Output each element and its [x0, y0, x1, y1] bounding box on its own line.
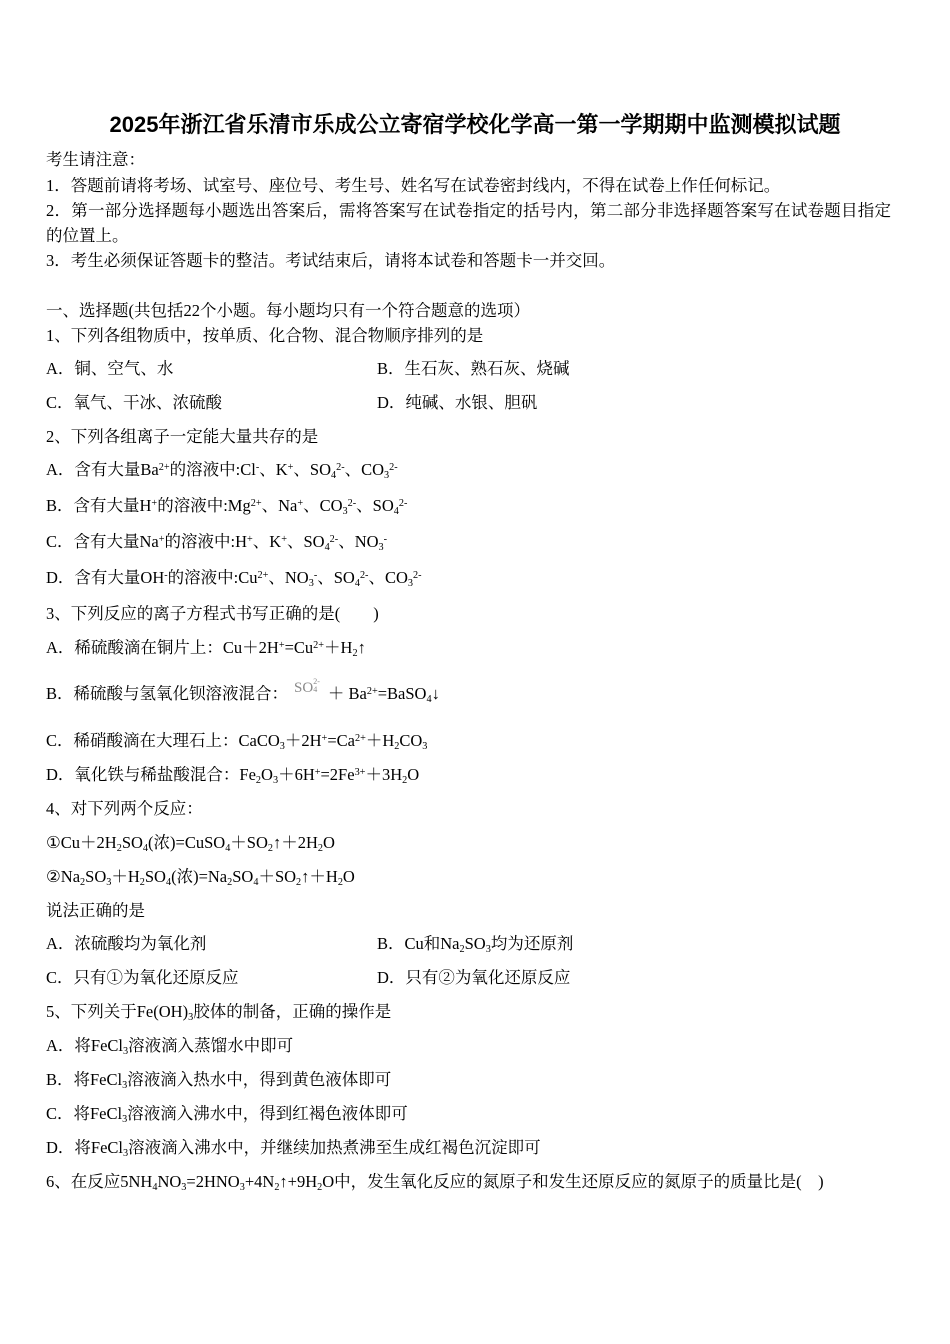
subscript: 4	[331, 469, 337, 481]
text-run: C．含有大量Na	[46, 532, 159, 551]
text-run: B．Cu和Na	[377, 934, 460, 953]
notice-heading: 考生请注意：	[46, 150, 145, 169]
question-1-option-a: A．铜、空气、水	[46, 359, 174, 378]
text-run: =Cu	[284, 638, 314, 657]
text-run: (浓)=Na	[171, 867, 228, 886]
question-2-option-d	[46, 567, 422, 589]
superscript: +	[158, 533, 165, 545]
text-run: ＋H	[111, 867, 140, 886]
subscript: 3	[422, 740, 428, 752]
text-run: ＋6H	[278, 765, 315, 784]
subscript: 3	[485, 943, 491, 955]
text-run: 、SO	[356, 496, 394, 515]
text-run: ＋3H	[365, 765, 403, 784]
text-run: (浓)=CuSO	[148, 833, 226, 852]
text-run: 溶液滴入蒸馏水中即可	[128, 1036, 294, 1055]
subscript: 2	[352, 647, 358, 659]
question-5-option-d	[46, 1137, 541, 1159]
question-5-stem	[46, 1001, 391, 1023]
text-run: B．含有大量H	[46, 496, 152, 515]
subscript: 3	[272, 774, 279, 786]
text-run: ＋H	[324, 638, 353, 657]
question-2-stem: 2、下列各组离子一定能大量共存的是	[46, 427, 319, 446]
text-run: ↑	[357, 638, 366, 657]
text-run: 胶体的制备，正确的操作是	[193, 1002, 392, 1021]
superscript: 2-	[398, 497, 408, 509]
text-run: =BaSO	[377, 684, 427, 703]
notice-item-1: 1．答题前请将考场、试室号、座位号、考生号、姓名写在试卷密封线内，不得在试卷上作任何标记。	[46, 176, 781, 195]
superscript: 2-	[389, 461, 398, 473]
section-heading: 一、选择题(共包括22个小题。每小题均只有一个符合题意的选项）	[46, 301, 530, 320]
text-run: O	[323, 833, 335, 852]
text-run: ＋SO	[230, 833, 268, 852]
question-5-option-a	[46, 1035, 293, 1057]
text-run: 的溶液中:H	[164, 532, 248, 551]
text-run: 、NO	[268, 568, 309, 587]
subscript: 2	[317, 1181, 323, 1193]
formula-figure: SO	[294, 680, 314, 696]
text-run: A．将FeCl	[46, 1036, 124, 1055]
text-run: B．将FeCl	[46, 1070, 123, 1089]
text-run: C．稀硝酸滴在大理石上：CaCO	[46, 731, 280, 750]
question-5-option-b	[46, 1069, 391, 1091]
subscript: 3	[122, 1113, 128, 1125]
text-run: 、CO	[344, 460, 385, 479]
text-run: 6、在反应5NH	[46, 1172, 153, 1191]
subscript: 3	[279, 740, 285, 752]
superscript: +	[278, 639, 285, 651]
text-run: 、K	[252, 532, 282, 551]
text-run: A．含有大量Ba	[46, 460, 159, 479]
text-run: ↓	[431, 684, 440, 703]
question-4-stem: 4、对下列两个反应：	[46, 799, 203, 818]
text-run: ＋SO	[258, 867, 297, 886]
subscript: 4	[225, 842, 231, 854]
text-run: O中，发生氧化反应的氮原子和发生还原反应的氮原子的质量比是( )	[322, 1172, 824, 1191]
superscript: +	[287, 461, 294, 473]
subscript: 2	[317, 842, 324, 854]
subscript: 2	[139, 876, 145, 888]
text-run: 均为还原剂	[490, 934, 574, 953]
text-run: SO	[232, 867, 254, 886]
text-run: D．将FeCl	[46, 1138, 124, 1157]
superscript: 2+	[366, 685, 378, 697]
text-run: ＋ Ba	[327, 684, 367, 703]
superscript: 3+	[354, 766, 366, 778]
text-run: ↑+9H	[279, 1172, 318, 1191]
text-run: ＋2H	[284, 731, 322, 750]
text-run: B．稀硫酸与氢氧化钡溶液混合：	[46, 684, 289, 703]
text-run: 溶液滴入沸水中，并继续加热煮沸至生成红褐色沉淀即可	[128, 1138, 541, 1157]
subscript: 2	[402, 774, 408, 786]
text-run: A．稀硫酸滴在铜片上：Cu＋2H	[46, 638, 279, 657]
subscript: 3	[181, 1181, 187, 1193]
question-2-option-c	[46, 531, 387, 553]
text-run: =2HNO	[186, 1172, 240, 1191]
text-run: +4N	[244, 1172, 275, 1191]
question-1-option-d: D．纯碱、水银、胆矾	[377, 393, 538, 412]
text-run: O	[407, 765, 420, 784]
question-3-option-d	[46, 764, 419, 786]
subscript: 2	[255, 774, 262, 786]
superscript: +	[247, 533, 253, 545]
subscript: 2	[80, 876, 86, 888]
question-1-stem: 1、下列各组物质中，按单质、化合物、混合物顺序排列的是	[46, 326, 484, 345]
subscript: 4	[354, 577, 360, 589]
subscript: 3	[384, 469, 390, 481]
superscript: 2+	[257, 569, 269, 581]
superscript: 2+	[158, 461, 170, 473]
subscript: 4	[142, 842, 149, 854]
superscript: 2+	[313, 639, 325, 651]
text-run: 、CO	[368, 568, 408, 587]
subscript: 3	[378, 541, 384, 553]
superscript: 2-	[329, 533, 339, 545]
subscript: 3	[342, 505, 348, 517]
superscript: 2+	[250, 497, 262, 509]
superscript: 2-	[336, 461, 345, 473]
text-run: SO	[121, 833, 143, 852]
text-run: ↑＋2H	[273, 833, 318, 852]
text-run: 、Na	[261, 496, 298, 515]
question-3-option-b	[46, 677, 440, 705]
text-run: D．含有大量OH	[46, 568, 165, 587]
subscript: 4	[426, 693, 432, 705]
superscript: +	[151, 497, 158, 509]
subscript: 4	[324, 541, 330, 553]
question-4-option-b	[377, 933, 573, 955]
subscript: 2	[459, 943, 465, 955]
question-1-option-c: C．氧气、干冰、浓硫酸	[46, 393, 223, 412]
superscript: 2+	[354, 732, 366, 744]
subscript: 3	[407, 577, 413, 589]
subscript: 4	[152, 1181, 158, 1193]
subscript: 2	[116, 842, 122, 854]
text-run: 、SO	[293, 460, 331, 479]
text-run: 5、下列关于Fe(OH)	[46, 1002, 189, 1021]
text-run: 的溶液中:Cu	[167, 568, 258, 587]
text-run: 、NO	[338, 532, 379, 551]
question-3-stem: 3、下列反应的离子方程式书写正确的是( )	[46, 604, 379, 623]
text-run: SO	[464, 934, 486, 953]
superscript: +	[281, 533, 287, 545]
text-run: =Ca	[327, 731, 355, 750]
question-4-reaction-2	[46, 866, 355, 888]
subscript: 3	[122, 1079, 128, 1091]
question-6-stem	[46, 1171, 824, 1193]
question-5-option-c	[46, 1103, 408, 1125]
text-run: 、CO	[303, 496, 343, 515]
notice-item-2: 2．第一部分选择题每小题选出答案后，需将答案写在试卷指定的括号内，第二部分非选择题答案写在试卷题目指定	[46, 201, 891, 220]
subscript: 3	[239, 1181, 245, 1193]
text-run: 的溶液中:Mg	[157, 496, 251, 515]
text-run: 、K	[259, 460, 288, 479]
subscript: 3	[308, 577, 314, 589]
text-run: SO	[85, 867, 107, 886]
subscript: 4	[393, 505, 399, 517]
subscript: 2	[296, 876, 302, 888]
question-1-option-b: B．生石灰、熟石灰、烧碱	[377, 359, 570, 378]
superscript: -	[383, 533, 388, 545]
subscript: 2	[274, 1181, 280, 1193]
question-2-option-b	[46, 495, 407, 517]
text-run: NO	[157, 1172, 182, 1191]
subscript: 3	[188, 1011, 194, 1023]
charge-stack	[313, 678, 320, 694]
subscript: 3	[106, 876, 112, 888]
page-title: 2025年浙江省乐清市乐成公立寄宿学校化学高一第一学期期中监测模拟试题	[109, 112, 841, 137]
superscript: +	[321, 732, 328, 744]
superscript: +	[314, 766, 321, 778]
text-run: ①Cu＋2H	[46, 833, 117, 852]
superscript: 2-	[359, 569, 369, 581]
question-3-option-a	[46, 637, 366, 659]
question-4-option-a: A．浓硫酸均为氧化剂	[46, 934, 207, 953]
text-run: ＋H	[365, 731, 395, 750]
subscript: 4	[253, 876, 259, 888]
text-run: 溶液滴入热水中，得到黄色液体即可	[127, 1070, 392, 1089]
text-run: ②Na	[46, 867, 81, 886]
notice-item-3: 3．考生必须保证答题卡的整洁。考试结束后，请将本试卷和答题卡一并交回。	[46, 251, 616, 270]
text-run: 、SO	[286, 532, 325, 551]
text-run: O	[342, 867, 355, 886]
text-run: 的溶液中:Cl	[169, 460, 256, 479]
question-3-option-c	[46, 730, 427, 752]
question-4-reaction-1	[46, 832, 335, 854]
subscript: 4	[313, 685, 318, 695]
subscript: 2	[227, 876, 233, 888]
subscript: 2	[337, 876, 343, 888]
superscript: 2-	[412, 569, 422, 581]
superscript: +	[297, 497, 304, 509]
superscript: -	[313, 569, 318, 581]
notice-item-2-continued: 的位置上。	[46, 226, 129, 245]
text-run: ↑＋H	[301, 867, 338, 886]
question-4-option-d: D．只有②为氧化还原反应	[377, 968, 571, 987]
question-2-option-a	[46, 459, 398, 481]
text-run: C．将FeCl	[46, 1104, 123, 1123]
text-run: =2Fe	[320, 765, 355, 784]
subscript: 3	[123, 1045, 129, 1057]
question-4-option-c: C．只有①为氧化还原反应	[46, 968, 239, 987]
superscript: 2-	[313, 677, 320, 687]
text-run: 、SO	[317, 568, 355, 587]
superscript: 2-	[347, 497, 357, 509]
text-run: CO	[399, 731, 423, 750]
superscript: -	[164, 569, 168, 581]
subscript: 3	[123, 1147, 129, 1159]
superscript: -	[255, 461, 260, 473]
question-4-prompt: 说法正确的是	[46, 901, 145, 920]
text-run: 溶液滴入沸水中，得到红褐色液体即可	[127, 1104, 408, 1123]
subscript: 4	[165, 876, 172, 888]
text-run: O	[261, 765, 273, 784]
text-run: SO	[144, 867, 166, 886]
subscript: 2	[267, 842, 273, 854]
text-run: D．氧化铁与稀盐酸混合：Fe	[46, 765, 256, 784]
subscript: 2	[394, 740, 400, 752]
